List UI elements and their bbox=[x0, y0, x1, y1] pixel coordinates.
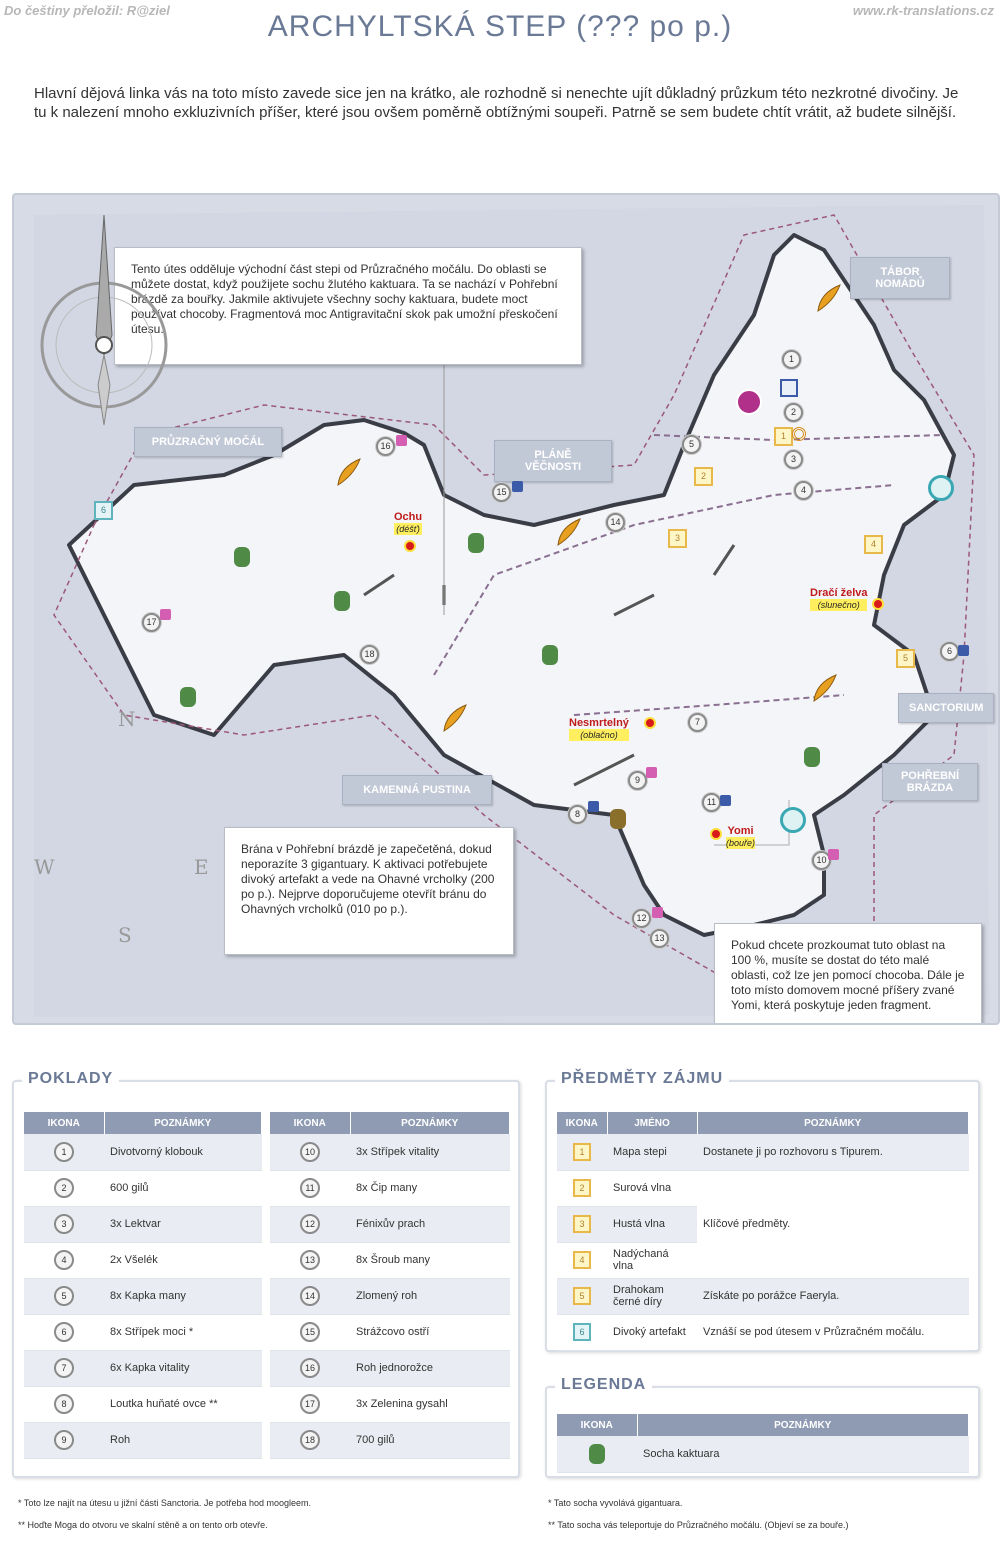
treasure-note: 700 gilů bbox=[350, 1422, 510, 1458]
treasure-note: 8x Střípek moci * bbox=[104, 1314, 262, 1350]
items-title: PŘEDMĚTY ZÁJMU bbox=[555, 1070, 729, 1088]
boss-dragon-turtle-marker[interactable] bbox=[872, 598, 884, 610]
header-icon: IKONA bbox=[24, 1112, 104, 1134]
cactuar-statue-icon bbox=[589, 1444, 605, 1464]
item-icon: 6 bbox=[573, 1323, 591, 1341]
item-icon: 2 bbox=[573, 1179, 591, 1197]
treasure-note: 3x Zelenina gysahl bbox=[350, 1386, 510, 1422]
treasure-note: 8x Kapka many bbox=[104, 1278, 262, 1314]
region-sanctorium: SANCTORIUM bbox=[898, 693, 994, 723]
table-row bbox=[557, 1278, 969, 1314]
treasure-marker-10[interactable]: 10 bbox=[812, 851, 831, 870]
footnote-left-2: ** Hoďte Moga do otvoru ve skalní stěně a on tento orb otevře. bbox=[18, 1520, 268, 1530]
treasure-marker-18[interactable]: 18 bbox=[360, 645, 379, 664]
treasure-note: 8x Šroub many bbox=[350, 1242, 510, 1278]
pink-bag-icon bbox=[646, 767, 657, 778]
treasure-icon: 6 bbox=[54, 1322, 74, 1342]
page-title: ARCHYLTSKÁ STEP (??? po p.) bbox=[267, 10, 733, 43]
region-tabor-nomadu: TÁBOR NOMÁDŮ bbox=[850, 257, 950, 299]
table-row bbox=[270, 1386, 510, 1422]
treasure-icon: 8 bbox=[54, 1394, 74, 1414]
gate-icon[interactable] bbox=[928, 475, 954, 501]
cactuar-statue-icon[interactable] bbox=[804, 747, 820, 767]
table-row bbox=[24, 1206, 262, 1242]
note-gate: Brána v Pohřební brázdě je zapečetěná, dokud neporazíte 3 gigantuary. K aktivaci potřebujete divoký artefakt a vede na Ohavné vrcholky (200 po p.). Nejprve doporučujeme otevřít bránu do Ohavných vrcholků (010 po p.). bbox=[224, 827, 514, 955]
treasure-note: 6x Kapka vitality bbox=[104, 1350, 262, 1386]
blue-bag-icon bbox=[958, 645, 969, 656]
blue-bag-icon bbox=[720, 795, 731, 806]
table-row bbox=[24, 1170, 262, 1206]
treasure-marker-13[interactable]: 13 bbox=[650, 929, 669, 948]
region-kamenna-pustina: KAMENNÁ PUSTINA bbox=[342, 775, 492, 805]
boss-yomi-marker[interactable] bbox=[710, 828, 722, 840]
table-row bbox=[24, 1278, 262, 1314]
treasure-note: Strážcovo ostří bbox=[350, 1314, 510, 1350]
boss-ochu-marker[interactable] bbox=[404, 540, 416, 552]
item-marker-1[interactable]: 1 bbox=[774, 427, 793, 446]
item-marker-3[interactable]: 3 bbox=[668, 529, 687, 548]
treasure-marker-7[interactable]: 7 bbox=[688, 713, 707, 732]
treasure-marker-8[interactable]: 8 bbox=[568, 805, 587, 824]
compass-rose bbox=[14, 195, 194, 455]
boss-immortal-label[interactable]: Nesmrtelný (oblačno) bbox=[569, 717, 629, 740]
yellow-cactuar-statue-icon[interactable] bbox=[610, 809, 626, 829]
treasure-panel bbox=[12, 1070, 520, 1478]
footnote-right-1: * Tato socha vyvolává gigantuara. bbox=[548, 1498, 683, 1508]
compass-north: N bbox=[118, 707, 136, 731]
table-row bbox=[270, 1314, 510, 1350]
treasure-marker-17[interactable]: 17 bbox=[142, 613, 161, 632]
item-name: Hustá vlna bbox=[607, 1206, 697, 1242]
table-row bbox=[24, 1350, 262, 1386]
treasure-icon: 18 bbox=[300, 1430, 320, 1450]
table-row bbox=[270, 1170, 510, 1206]
treasure-marker-9[interactable]: 9 bbox=[628, 771, 647, 790]
treasure-icon: 14 bbox=[300, 1286, 320, 1306]
footnote-right-2: ** Tato socha vás teleportuje do Průzračného močálu. (Objeví se za bouře.) bbox=[548, 1520, 849, 1530]
treasure-title: POKLADY bbox=[22, 1070, 119, 1088]
region-pohrebni-brazda: POHŘEBNÍ BRÁZDA bbox=[882, 763, 978, 801]
table-row bbox=[557, 1170, 969, 1206]
item-name: Mapa stepi bbox=[607, 1134, 697, 1170]
items-table bbox=[557, 1112, 969, 1351]
treasure-marker-16[interactable]: 16 bbox=[376, 437, 395, 456]
item-name: Divoký artefakt bbox=[607, 1314, 697, 1350]
treasure-marker-11[interactable]: 11 bbox=[702, 793, 721, 812]
pink-bag-icon bbox=[396, 435, 407, 446]
item-name: Surová vlna bbox=[607, 1170, 697, 1206]
treasure-marker-6[interactable]: 6 bbox=[940, 642, 959, 661]
treasure-table-right bbox=[270, 1112, 510, 1459]
item-note: Vznáší se pod útesem v Průzračném močálu. bbox=[697, 1314, 969, 1350]
header-icon: IKONA bbox=[557, 1414, 637, 1436]
intro-text: Hlavní dějová linka vás na toto místo zavede sice jen na krátko, ale rozhodně si nenechte ujít důkladný průzkum této nezkrotné divočiny. Je tu k nalezení mnoho exkluzivních příšer, které jsou ovšem poměrně obtížnými soupeři. Patrně se sem budete chtít vrátit, až budete silnější. bbox=[34, 85, 959, 121]
item-note: Klíčové předměty. bbox=[697, 1170, 969, 1278]
treasure-table-left bbox=[24, 1112, 262, 1459]
compass-south: S bbox=[118, 923, 132, 947]
note-cliff: Tento útes odděluje východní část stepi od Průzračného močálu. Do oblasti se můžete dostat, když použijete sochu žlutého kaktuara. Ta se nachází v Pohřební brázdě za bouřky. Jakmile aktivujete všechny sochy kaktuara, budete moct používat chocoby. Fragmentová moc Antigravitační skok pak umožní přeskočení útesu. bbox=[114, 247, 582, 365]
boss-dragon-turtle-label[interactable]: Dračí želva (slunečno) bbox=[810, 587, 868, 610]
item-note: Dostanete ji po rozhovoru s Tipurem. bbox=[697, 1134, 969, 1170]
footnote-left-1: * Toto lze najít na útesu u jižní části Sanctoria. Je potřeba hod moogleem. bbox=[18, 1498, 312, 1508]
feather-icon[interactable] bbox=[814, 283, 844, 313]
feather-icon[interactable] bbox=[440, 703, 470, 733]
table-row bbox=[24, 1242, 262, 1278]
item-marker-6[interactable]: 6 bbox=[94, 501, 113, 520]
item-note: Získáte po porážce Faeryla. bbox=[697, 1278, 969, 1314]
area-map bbox=[12, 193, 1000, 1025]
feather-icon[interactable] bbox=[810, 673, 840, 703]
item-icon: 4 bbox=[573, 1251, 591, 1269]
table-row bbox=[270, 1206, 510, 1242]
compass-west: W bbox=[34, 855, 55, 879]
treasure-icon: 16 bbox=[300, 1358, 320, 1378]
boss-yomi-label[interactable]: Yomi (bouře) bbox=[726, 825, 756, 848]
treasure-marker-3[interactable]: 3 bbox=[784, 450, 803, 469]
cactuar-statue-icon[interactable] bbox=[542, 645, 558, 665]
item-icon: 3 bbox=[573, 1215, 591, 1233]
treasure-note: Divotvorný klobouk bbox=[104, 1134, 262, 1170]
header-icon: IKONA bbox=[557, 1112, 607, 1134]
table-row bbox=[557, 1134, 969, 1170]
treasure-icon: 11 bbox=[300, 1178, 320, 1198]
table-row bbox=[24, 1134, 262, 1170]
treasure-icon: 13 bbox=[300, 1250, 320, 1270]
item-name: Nadýchaná vlna bbox=[607, 1242, 697, 1278]
target-icon[interactable] bbox=[792, 427, 806, 441]
save-point-icon[interactable] bbox=[780, 379, 798, 397]
item-marker-2[interactable]: 2 bbox=[694, 467, 713, 486]
treasure-marker-4[interactable]: 4 bbox=[794, 481, 813, 500]
treasure-icon: 3 bbox=[54, 1214, 74, 1234]
treasure-icon: 4 bbox=[54, 1250, 74, 1270]
table-row bbox=[270, 1134, 510, 1170]
gate-icon[interactable] bbox=[780, 807, 806, 833]
header-notes: POZNÁMKY bbox=[350, 1112, 510, 1134]
treasure-icon: 17 bbox=[300, 1394, 320, 1414]
table-row bbox=[270, 1350, 510, 1386]
item-icon: 5 bbox=[573, 1287, 591, 1305]
boss-ochu-label[interactable]: Ochu (déšť) bbox=[394, 511, 423, 534]
header-notes: POZNÁMKY bbox=[697, 1112, 969, 1134]
treasure-note: Fénixův prach bbox=[350, 1206, 510, 1242]
feather-icon[interactable] bbox=[554, 517, 584, 547]
blue-bag-icon bbox=[588, 801, 599, 812]
treasure-note: 2x Všelék bbox=[104, 1242, 262, 1278]
table-row bbox=[24, 1314, 262, 1350]
treasure-note: 8x Čip many bbox=[350, 1170, 510, 1206]
table-row bbox=[270, 1422, 510, 1458]
treasure-marker-1[interactable]: 1 bbox=[782, 350, 801, 369]
compass-east: E bbox=[194, 855, 209, 879]
table-row bbox=[557, 1436, 969, 1472]
region-pruzracny-mocal: PRŮZRAČNÝ MOČÁL bbox=[134, 427, 282, 457]
header-notes: POZNÁMKY bbox=[637, 1414, 969, 1436]
treasure-note: Loutka huňaté ovce ** bbox=[104, 1386, 262, 1422]
item-marker-4[interactable]: 4 bbox=[864, 535, 883, 554]
legend-note: Socha kaktuara bbox=[637, 1436, 969, 1472]
moogle-icon[interactable] bbox=[736, 389, 762, 415]
note-small-area: Pokud chcete prozkoumat tuto oblast na 100 %, musíte se dostat do této malé oblasti, což lze jen pomocí chocoba. Dále je toto místo domovem mocné příšery zvané Yomi, která poskytuje jeden fragment. bbox=[714, 923, 982, 1025]
treasure-marker-12[interactable]: 12 bbox=[632, 909, 651, 928]
table-row bbox=[270, 1278, 510, 1314]
translator-credit: Do češtiny přeložil: R@ziel bbox=[4, 3, 170, 18]
items-panel bbox=[545, 1070, 980, 1352]
treasure-icon: 10 bbox=[300, 1142, 320, 1162]
treasure-icon: 12 bbox=[300, 1214, 320, 1234]
item-name: Drahokam černé díry bbox=[607, 1278, 697, 1314]
treasure-marker-2[interactable]: 2 bbox=[784, 403, 803, 422]
table-row bbox=[24, 1386, 262, 1422]
table-row bbox=[557, 1314, 969, 1350]
blue-bag-icon bbox=[512, 481, 523, 492]
header-notes: POZNÁMKY bbox=[104, 1112, 262, 1134]
region-plane-vecnosti: PLÁNĚ VĚČNOSTI bbox=[494, 440, 612, 482]
treasure-note: Zlomený roh bbox=[350, 1278, 510, 1314]
treasure-note: 3x Střípek vitality bbox=[350, 1134, 510, 1170]
cactuar-statue-icon[interactable] bbox=[334, 591, 350, 611]
treasure-icon: 9 bbox=[54, 1430, 74, 1450]
cactuar-statue-icon[interactable] bbox=[468, 533, 484, 553]
treasure-icon: 5 bbox=[54, 1286, 74, 1306]
item-marker-5[interactable]: 5 bbox=[896, 649, 915, 668]
legend-panel bbox=[545, 1376, 980, 1478]
treasure-icon: 1 bbox=[54, 1142, 74, 1162]
cactuar-statue-icon[interactable] bbox=[234, 547, 250, 567]
treasure-marker-15[interactable]: 15 bbox=[492, 483, 511, 502]
legend-table bbox=[557, 1414, 969, 1473]
pink-bag-icon bbox=[828, 849, 839, 860]
table-row bbox=[270, 1242, 510, 1278]
cactuar-statue-icon[interactable] bbox=[180, 687, 196, 707]
treasure-icon: 15 bbox=[300, 1322, 320, 1342]
item-icon: 1 bbox=[573, 1143, 591, 1161]
feather-icon[interactable] bbox=[334, 457, 364, 487]
legend-title: LEGENDA bbox=[555, 1376, 652, 1394]
treasure-marker-5[interactable]: 5 bbox=[682, 435, 701, 454]
treasure-note: 600 gilů bbox=[104, 1170, 262, 1206]
boss-immortal-marker[interactable] bbox=[644, 717, 656, 729]
treasure-note: 3x Lektvar bbox=[104, 1206, 262, 1242]
header-name: JMÉNO bbox=[607, 1112, 697, 1134]
treasure-note: Roh jednorožce bbox=[350, 1350, 510, 1386]
table-row bbox=[24, 1422, 262, 1458]
pink-bag-icon bbox=[652, 907, 663, 918]
header-icon: IKONA bbox=[270, 1112, 350, 1134]
treasure-marker-14[interactable]: 14 bbox=[606, 513, 625, 532]
treasure-note: Roh bbox=[104, 1422, 262, 1458]
treasure-icon: 7 bbox=[54, 1358, 74, 1378]
pink-bag-icon bbox=[160, 609, 171, 620]
treasure-icon: 2 bbox=[54, 1178, 74, 1198]
website-credit[interactable]: www.rk-translations.cz bbox=[852, 3, 994, 18]
